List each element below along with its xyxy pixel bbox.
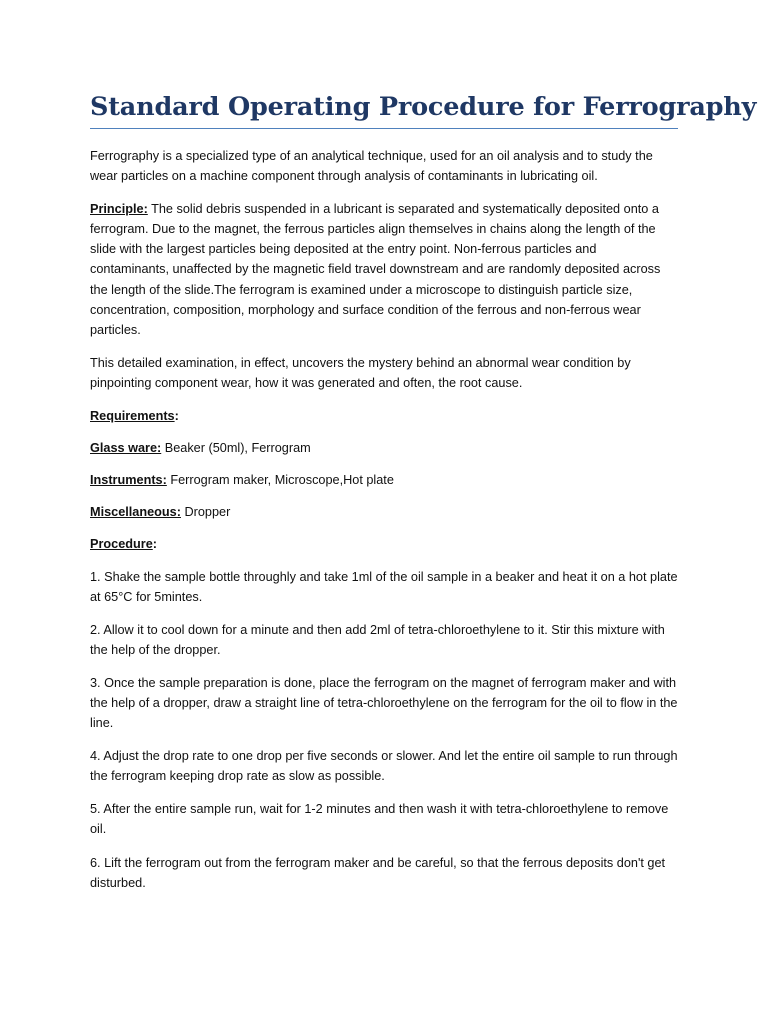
glassware-value: Beaker (50ml), Ferrogram [161,441,311,456]
page-title: Standard Operating Procedure for Ferrography [90,92,757,122]
procedure-heading [90,534,678,554]
instruments-line [90,470,678,490]
instruments-value: Ferrogram maker, Microscope,Hot plate [166,473,394,488]
requirements-heading [90,406,678,426]
misc-label: Miscellaneous: [90,505,181,520]
detail-paragraph: This detailed examination, in effect, uncovers the mystery behind an abnormal wear condition by pinpointing component wear, how it was generated and often, the root cause. [90,355,631,390]
misc-line [90,502,678,522]
procedure-colon: : [152,537,157,552]
document-page [90,92,757,906]
glassware-line [90,438,678,458]
principle-label: Principle: [90,202,148,217]
procedure-step-4: 4. Adjust the drop rate to one drop per five seconds or slower. And let the entire oil sample to run through the ferrogram keeping drop rate as slow as possible. [90,749,678,784]
procedure-step-2: 2. Allow it to cool down for a minute and then add 2ml of tetra-chloroethylene to it. Stir this mixture with the help of the dropper. [90,622,665,657]
procedure-step-3: 3. Once the sample preparation is done, place the ferrogram on the magnet of ferrogram maker and with the help of a dropper, draw a straight line of tetra-chloroethylene on the ferrogram for the oil to flow in the line. [90,675,678,731]
requirements-colon: : [174,409,179,424]
title-divider [90,128,678,129]
glassware-label: Glass ware: [90,441,162,456]
requirements-label: Requirements [90,409,175,424]
procedure-label: Procedure [90,537,153,552]
misc-value: Dropper [180,505,231,520]
principle-paragraph [90,199,678,340]
procedure-step-5: 5. After the entire sample run, wait for 1-2 minutes and then wash it with tetra-chloroethylene to remove oil. [90,802,669,837]
procedure-step-6: 6. Lift the ferrogram out from the ferrogram maker and be careful, so that the ferrous deposits don't get disturbed. [90,855,666,890]
instruments-label: Instruments: [90,473,167,488]
intro-paragraph: Ferrography is a specialized type of an analytical technique, used for an oil analysis and to study the wear particles on a machine component through analysis of contaminants in lubricating oil. [90,149,653,184]
procedure-step-1: 1. Shake the sample bottle throughly and take 1ml of the oil sample in a beaker and heat it on a hot plate at 65°C for 5mintes. [90,569,678,604]
principle-text: The solid debris suspended in a lubricant is separated and systematically deposited onto a ferrogram. Due to the magnet, the ferrous particles align themselves in chains along the length of the slide with the largest particles being deposited at the entry point. Non-ferrous particles and contaminants, unaffected by the magnetic field travel downstream and are randomly deposited across the length of the slide.The ferrogram is examined under a microscope to distinguish particle size, concentration, composition, morphology and surface condition of the ferrous and non-ferrous wear particles. [90,202,661,337]
